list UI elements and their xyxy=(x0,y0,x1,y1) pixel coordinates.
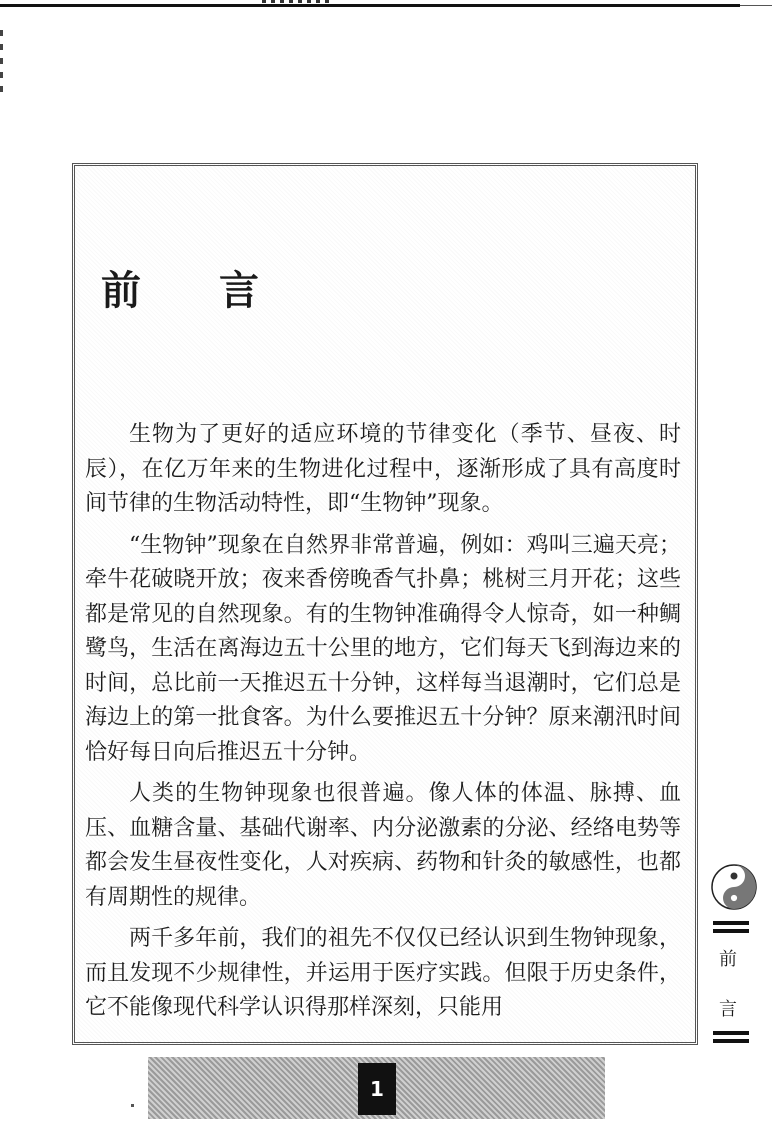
paragraph: 生物为了更好的适应环境的节律变化（季节、昼夜、时辰），在亿万年来的生物进化过程中，逐渐形成了具有高度时间节律的生物活动特性，即“生物钟”现象。 xyxy=(85,422,681,516)
side-bar-bottom-2 xyxy=(713,1039,749,1043)
yin-yang-icon xyxy=(710,863,758,911)
body-text xyxy=(85,418,681,1033)
top-rule xyxy=(0,4,740,7)
side-bar-bottom xyxy=(713,1031,749,1035)
side-label-top: 前 xyxy=(719,949,737,970)
side-label-bottom: 言 xyxy=(719,999,737,1020)
side-bar-top-2 xyxy=(713,929,749,933)
paragraph: 人类的生物钟现象也很普遍。像人体的体温、脉搏、血压、血糖含量、基础代谢率、内分泌激素的分泌、经络电势等都会发生昼夜性变化，人对疾病、药物和针灸的敏感性，也都有周期性的规律。 xyxy=(85,781,681,910)
top-rule-extension xyxy=(740,5,772,6)
left-margin-marks xyxy=(0,30,3,100)
footer-speck xyxy=(131,1104,134,1107)
side-tab xyxy=(700,855,768,1060)
text-frame xyxy=(72,163,698,1045)
paragraph: 两千多年前，我们的祖先不仅仅已经认识到生物钟现象，而且发现不少规律性，并运用于医疗实践。但限于历史条件，它不能像现代科学认识得那样深刻，只能用 xyxy=(85,926,681,1020)
page-number: 1 xyxy=(358,1063,396,1115)
paragraph: “生物钟”现象在自然界非常普遍，例如：鸡叫三遍天亮；牵牛花破晓开放；夜来香傍晚香气扑鼻；桃树三月开花；这些都是常见的自然现象。有的生物钟准确得令人惊奇，如一种鲷鹭鸟，生活在离海边五十公里的地方，它们每天飞到海边来的时间，总比前一天推迟五十分钟，这样每当退潮时，它们总是海边上的第一批食客。为什么要推迟五十分钟？原来潮汛时间恰好每日向后推迟五十分钟。 xyxy=(85,532,681,765)
side-bar-top xyxy=(713,921,749,925)
chapter-title: 前言 xyxy=(101,267,337,314)
top-dotted-rule xyxy=(262,0,332,3)
